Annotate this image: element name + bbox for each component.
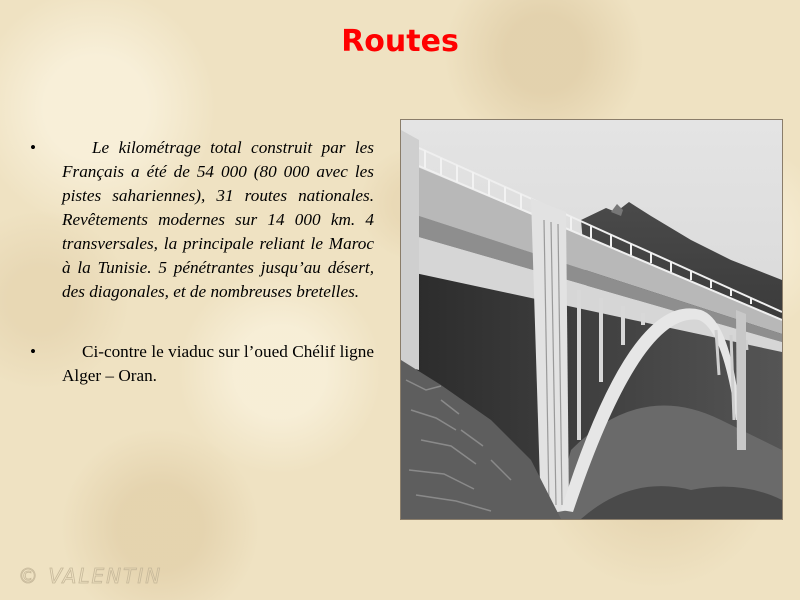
bullet-marker: • bbox=[30, 342, 37, 361]
bullet-list bbox=[30, 136, 374, 388]
slide-title: Routes bbox=[341, 24, 459, 59]
copyright-watermark: © VALENTIN bbox=[18, 564, 163, 588]
bullet-marker: • bbox=[30, 138, 37, 157]
bullet-text-viaduct: Ci-contre le viaduc sur l’oued Chélif ligne Alger – Oran. bbox=[62, 342, 374, 385]
bullet-item-viaduct bbox=[30, 340, 374, 388]
bridge-viaduct-photo-icon bbox=[401, 120, 782, 519]
bullet-text-roads: Le kilométrage total construit par les Français a été de 54 000 (80 000 avec les pistes sahariennes), 31 routes nationales. Revêtements modernes sur 14 000 km. 4 transversales, la principale reliant le Maroc à la Tunisie. 5 pénétrantes jusqu’au désert, des diagonales, et de nombreuses bretelles. bbox=[62, 138, 374, 301]
viaduct-photo bbox=[400, 119, 783, 520]
bullet-item-roads bbox=[30, 136, 374, 304]
